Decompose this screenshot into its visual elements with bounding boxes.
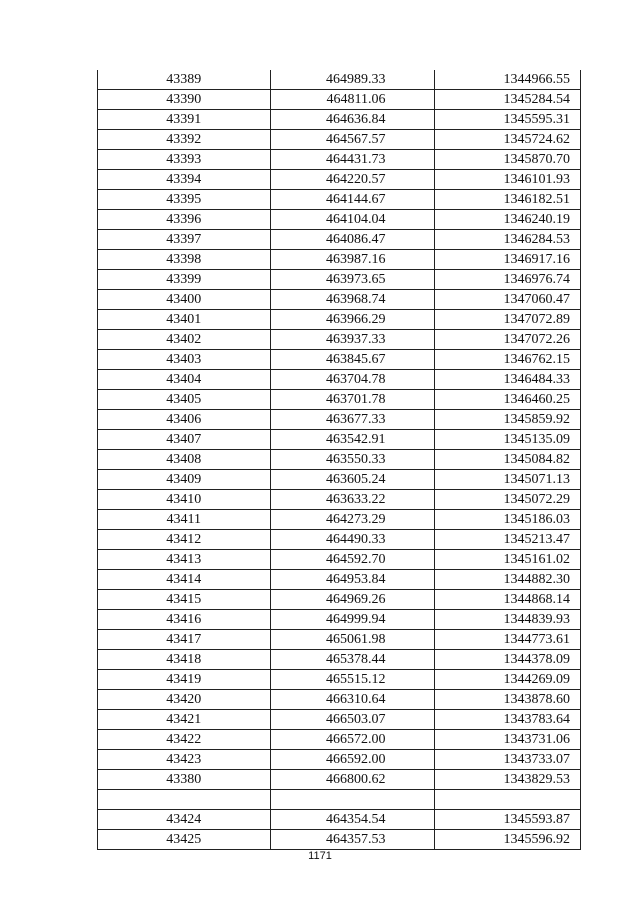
point-id-cell: 43417 (98, 630, 270, 650)
x-coordinate-cell: 464354.54 (270, 810, 434, 830)
point-id-cell: 43400 (98, 290, 270, 310)
y-coordinate-cell: 1344966.55 (434, 70, 580, 90)
y-coordinate-cell: 1345859.92 (434, 410, 580, 430)
table-row (98, 90, 580, 110)
point-id-cell: 43420 (98, 690, 270, 710)
point-id-cell: 43409 (98, 470, 270, 490)
point-id-cell: 43390 (98, 90, 270, 110)
y-coordinate-cell: 1346240.19 (434, 210, 580, 230)
table-row (98, 830, 580, 850)
table-row (98, 230, 580, 250)
x-coordinate-cell: 463845.67 (270, 350, 434, 370)
table-row (98, 310, 580, 330)
point-id-cell: 43421 (98, 710, 270, 730)
x-coordinate-cell: 463677.33 (270, 410, 434, 430)
y-coordinate-cell: 1345161.02 (434, 550, 580, 570)
y-coordinate-cell: 1344378.09 (434, 650, 580, 670)
point-id-cell: 43414 (98, 570, 270, 590)
x-coordinate-cell: 464567.57 (270, 130, 434, 150)
x-coordinate-cell: 463633.22 (270, 490, 434, 510)
y-coordinate-cell: 1345724.62 (434, 130, 580, 150)
x-coordinate-cell: 463605.24 (270, 470, 434, 490)
point-id-cell: 43391 (98, 110, 270, 130)
x-coordinate-cell: 465378.44 (270, 650, 434, 670)
table-row (98, 750, 580, 770)
x-coordinate-cell: 464989.33 (270, 70, 434, 90)
x-coordinate-cell: 464999.94 (270, 610, 434, 630)
x-coordinate-cell (270, 790, 434, 810)
y-coordinate-cell: 1346976.74 (434, 270, 580, 290)
y-coordinate-cell: 1346284.53 (434, 230, 580, 250)
point-id-cell: 43410 (98, 490, 270, 510)
page-number: 1171 (308, 850, 332, 862)
table-row (98, 630, 580, 650)
x-coordinate-cell: 463937.33 (270, 330, 434, 350)
table-row (98, 250, 580, 270)
y-coordinate-cell: 1345213.47 (434, 530, 580, 550)
y-coordinate-cell: 1345186.03 (434, 510, 580, 530)
y-coordinate-cell: 1345135.09 (434, 430, 580, 450)
point-id-cell: 43424 (98, 810, 270, 830)
y-coordinate-cell: 1343783.64 (434, 710, 580, 730)
x-coordinate-cell: 465061.98 (270, 630, 434, 650)
coordinate-table-grid (98, 70, 580, 850)
x-coordinate-cell: 463968.74 (270, 290, 434, 310)
point-id-cell: 43425 (98, 830, 270, 850)
x-coordinate-cell: 466800.62 (270, 770, 434, 790)
point-id-cell: 43398 (98, 250, 270, 270)
y-coordinate-cell: 1345593.87 (434, 810, 580, 830)
x-coordinate-cell: 465515.12 (270, 670, 434, 690)
table-row (98, 570, 580, 590)
point-id-cell (98, 790, 270, 810)
y-coordinate-cell (434, 790, 580, 810)
point-id-cell: 43393 (98, 150, 270, 170)
y-coordinate-cell: 1346182.51 (434, 190, 580, 210)
table-row (98, 70, 580, 90)
table-row (98, 330, 580, 350)
x-coordinate-cell: 463966.29 (270, 310, 434, 330)
x-coordinate-cell: 466503.07 (270, 710, 434, 730)
x-coordinate-cell: 464636.84 (270, 110, 434, 130)
x-coordinate-cell: 464592.70 (270, 550, 434, 570)
point-id-cell: 43380 (98, 770, 270, 790)
point-id-cell: 43392 (98, 130, 270, 150)
x-coordinate-cell: 464273.29 (270, 510, 434, 530)
table-row (98, 150, 580, 170)
y-coordinate-cell: 1345072.29 (434, 490, 580, 510)
y-coordinate-cell: 1344868.14 (434, 590, 580, 610)
x-coordinate-cell: 464953.84 (270, 570, 434, 590)
point-id-cell: 43422 (98, 730, 270, 750)
point-id-cell: 43413 (98, 550, 270, 570)
table-row (98, 130, 580, 150)
x-coordinate-cell: 464104.04 (270, 210, 434, 230)
y-coordinate-cell: 1345084.82 (434, 450, 580, 470)
table-row (98, 350, 580, 370)
x-coordinate-cell: 466572.00 (270, 730, 434, 750)
y-coordinate-cell: 1343829.53 (434, 770, 580, 790)
y-coordinate-cell: 1344773.61 (434, 630, 580, 650)
y-coordinate-cell: 1346484.33 (434, 370, 580, 390)
y-coordinate-cell: 1347072.89 (434, 310, 580, 330)
table-row (98, 710, 580, 730)
x-coordinate-cell: 464969.26 (270, 590, 434, 610)
table-row (98, 550, 580, 570)
table-row (98, 430, 580, 450)
point-id-cell: 43397 (98, 230, 270, 250)
point-id-cell: 43396 (98, 210, 270, 230)
x-coordinate-cell: 464086.47 (270, 230, 434, 250)
table-row (98, 690, 580, 710)
table-row (98, 370, 580, 390)
table-row (98, 590, 580, 610)
x-coordinate-cell: 463550.33 (270, 450, 434, 470)
point-id-cell: 43411 (98, 510, 270, 530)
y-coordinate-cell: 1347060.47 (434, 290, 580, 310)
point-id-cell: 43395 (98, 190, 270, 210)
y-coordinate-cell: 1344882.30 (434, 570, 580, 590)
x-coordinate-cell: 464431.73 (270, 150, 434, 170)
y-coordinate-cell: 1345071.13 (434, 470, 580, 490)
table-row (98, 530, 580, 550)
point-id-cell: 43394 (98, 170, 270, 190)
y-coordinate-cell: 1346917.16 (434, 250, 580, 270)
point-id-cell: 43412 (98, 530, 270, 550)
table-row (98, 650, 580, 670)
point-id-cell: 43401 (98, 310, 270, 330)
x-coordinate-cell: 464490.33 (270, 530, 434, 550)
table-row (98, 290, 580, 310)
point-id-cell: 43404 (98, 370, 270, 390)
point-id-cell: 43389 (98, 70, 270, 90)
x-coordinate-cell: 464357.53 (270, 830, 434, 850)
table-row (98, 810, 580, 830)
point-id-cell: 43423 (98, 750, 270, 770)
table-row (98, 270, 580, 290)
y-coordinate-cell: 1346460.25 (434, 390, 580, 410)
x-coordinate-cell: 466310.64 (270, 690, 434, 710)
point-id-cell: 43419 (98, 670, 270, 690)
table-row (98, 190, 580, 210)
y-coordinate-cell: 1345595.31 (434, 110, 580, 130)
table-row (98, 510, 580, 530)
y-coordinate-cell: 1343731.06 (434, 730, 580, 750)
x-coordinate-cell: 463542.91 (270, 430, 434, 450)
point-id-cell: 43402 (98, 330, 270, 350)
table-row (98, 110, 580, 130)
point-id-cell: 43416 (98, 610, 270, 630)
x-coordinate-cell: 464220.57 (270, 170, 434, 190)
table-row (98, 410, 580, 430)
y-coordinate-cell: 1347072.26 (434, 330, 580, 350)
x-coordinate-cell: 463973.65 (270, 270, 434, 290)
table-body (98, 70, 580, 850)
y-coordinate-cell: 1343733.07 (434, 750, 580, 770)
x-coordinate-cell: 463704.78 (270, 370, 434, 390)
table-row (98, 390, 580, 410)
x-coordinate-cell: 466592.00 (270, 750, 434, 770)
point-id-cell: 43399 (98, 270, 270, 290)
y-coordinate-cell: 1345596.92 (434, 830, 580, 850)
x-coordinate-cell: 464811.06 (270, 90, 434, 110)
y-coordinate-cell: 1344839.93 (434, 610, 580, 630)
table-row (98, 170, 580, 190)
y-coordinate-cell: 1343878.60 (434, 690, 580, 710)
point-id-cell: 43406 (98, 410, 270, 430)
point-id-cell: 43405 (98, 390, 270, 410)
point-id-cell: 43418 (98, 650, 270, 670)
table-row (98, 670, 580, 690)
table-row (98, 730, 580, 750)
coordinate-table (97, 70, 581, 850)
point-id-cell: 43403 (98, 350, 270, 370)
point-id-cell: 43415 (98, 590, 270, 610)
table-row (98, 490, 580, 510)
point-id-cell: 43408 (98, 450, 270, 470)
table-row (98, 610, 580, 630)
y-coordinate-cell: 1344269.09 (434, 670, 580, 690)
table-row (98, 790, 580, 810)
table-row (98, 470, 580, 490)
x-coordinate-cell: 464144.67 (270, 190, 434, 210)
y-coordinate-cell: 1346101.93 (434, 170, 580, 190)
point-id-cell: 43407 (98, 430, 270, 450)
x-coordinate-cell: 463987.16 (270, 250, 434, 270)
table-row (98, 450, 580, 470)
y-coordinate-cell: 1346762.15 (434, 350, 580, 370)
y-coordinate-cell: 1345870.70 (434, 150, 580, 170)
x-coordinate-cell: 463701.78 (270, 390, 434, 410)
table-row (98, 210, 580, 230)
table-row (98, 770, 580, 790)
y-coordinate-cell: 1345284.54 (434, 90, 580, 110)
